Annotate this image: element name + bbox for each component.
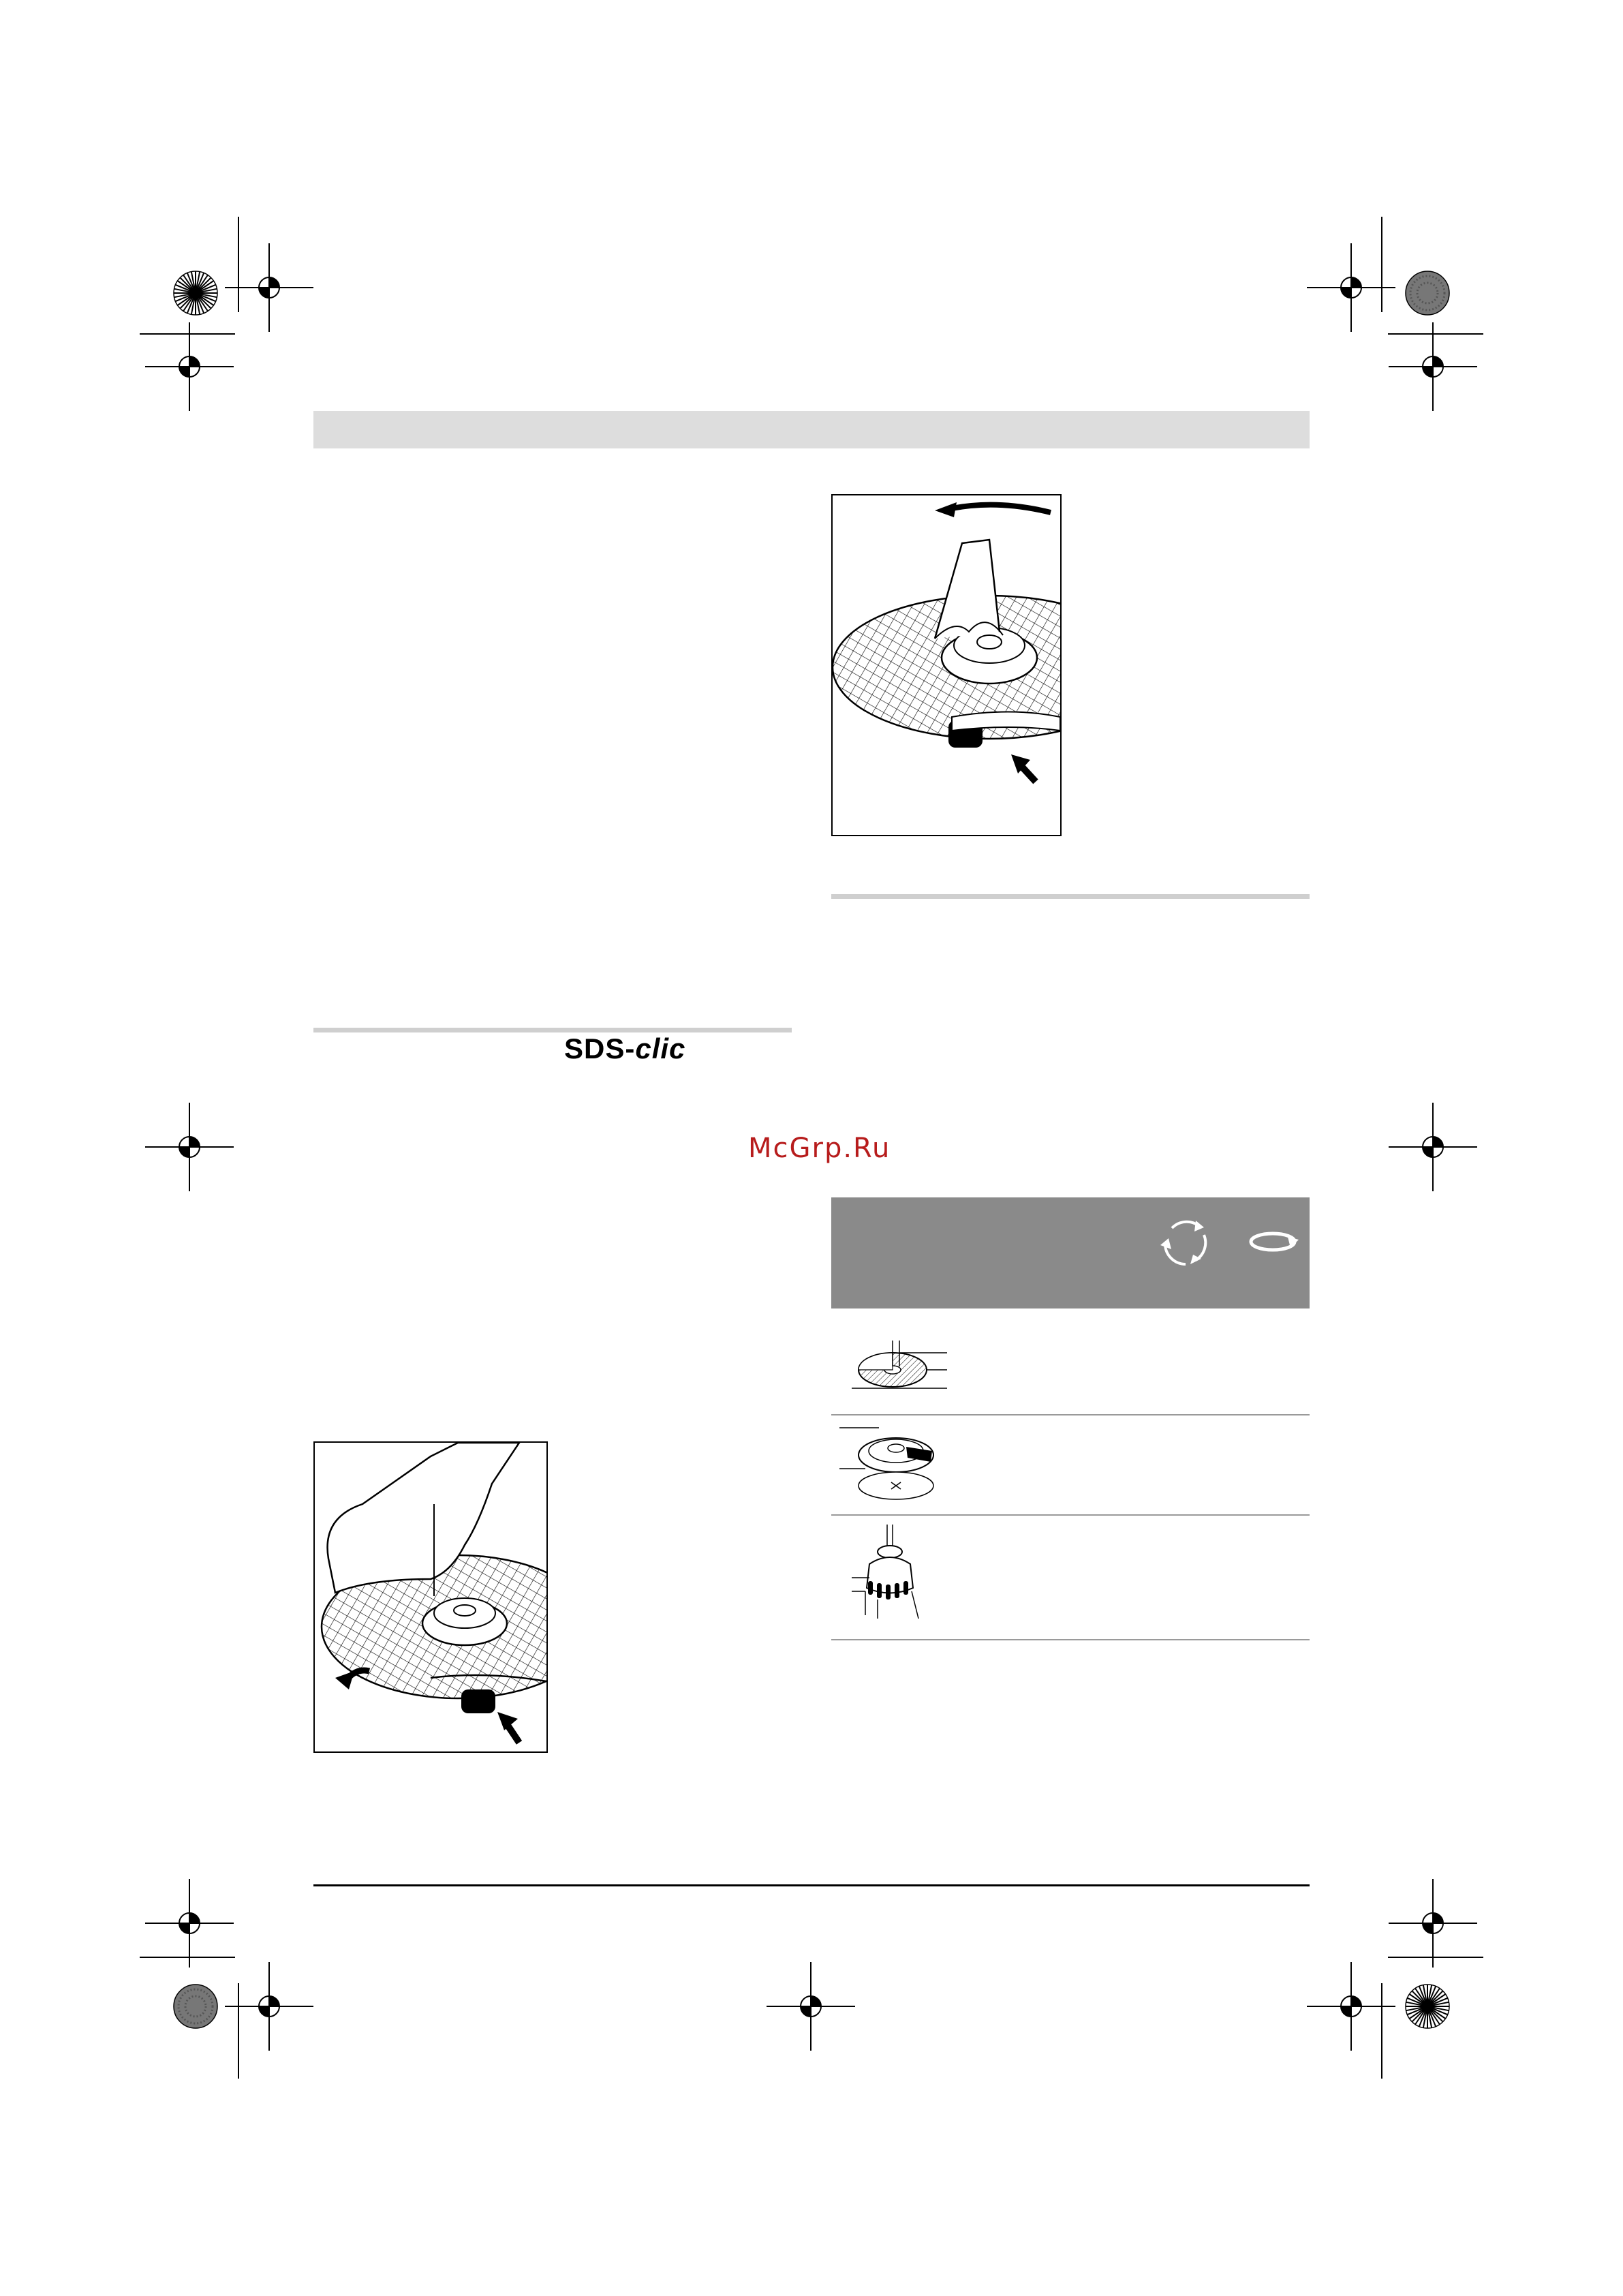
section-rule-left [313, 1028, 792, 1032]
watermark-text: McGrp.Ru [748, 1133, 891, 1164]
disposal-table-header [831, 1197, 1310, 1308]
table-bottom-rule [831, 1639, 1310, 1640]
cup-brush-icon [845, 1523, 933, 1625]
page-header-band [313, 411, 1310, 448]
ring-arrow-icon [1247, 1225, 1301, 1259]
table-row-divider [831, 1514, 1310, 1516]
page-footer-rule [313, 1884, 1310, 1886]
section-rule-right [831, 894, 1310, 899]
table-row-divider [831, 1414, 1310, 1415]
sds-clic-logo: SDS-clic [564, 1032, 686, 1065]
hand-on-disc-illustration [315, 1443, 546, 1751]
spanner-on-disc-illustration [833, 495, 1060, 835]
recycle-icon [1155, 1211, 1216, 1272]
cutting-disc-icon [845, 1339, 954, 1397]
wrench-figure [831, 494, 1062, 836]
flap-disc-icon [838, 1421, 954, 1510]
hand-figure [313, 1441, 548, 1753]
